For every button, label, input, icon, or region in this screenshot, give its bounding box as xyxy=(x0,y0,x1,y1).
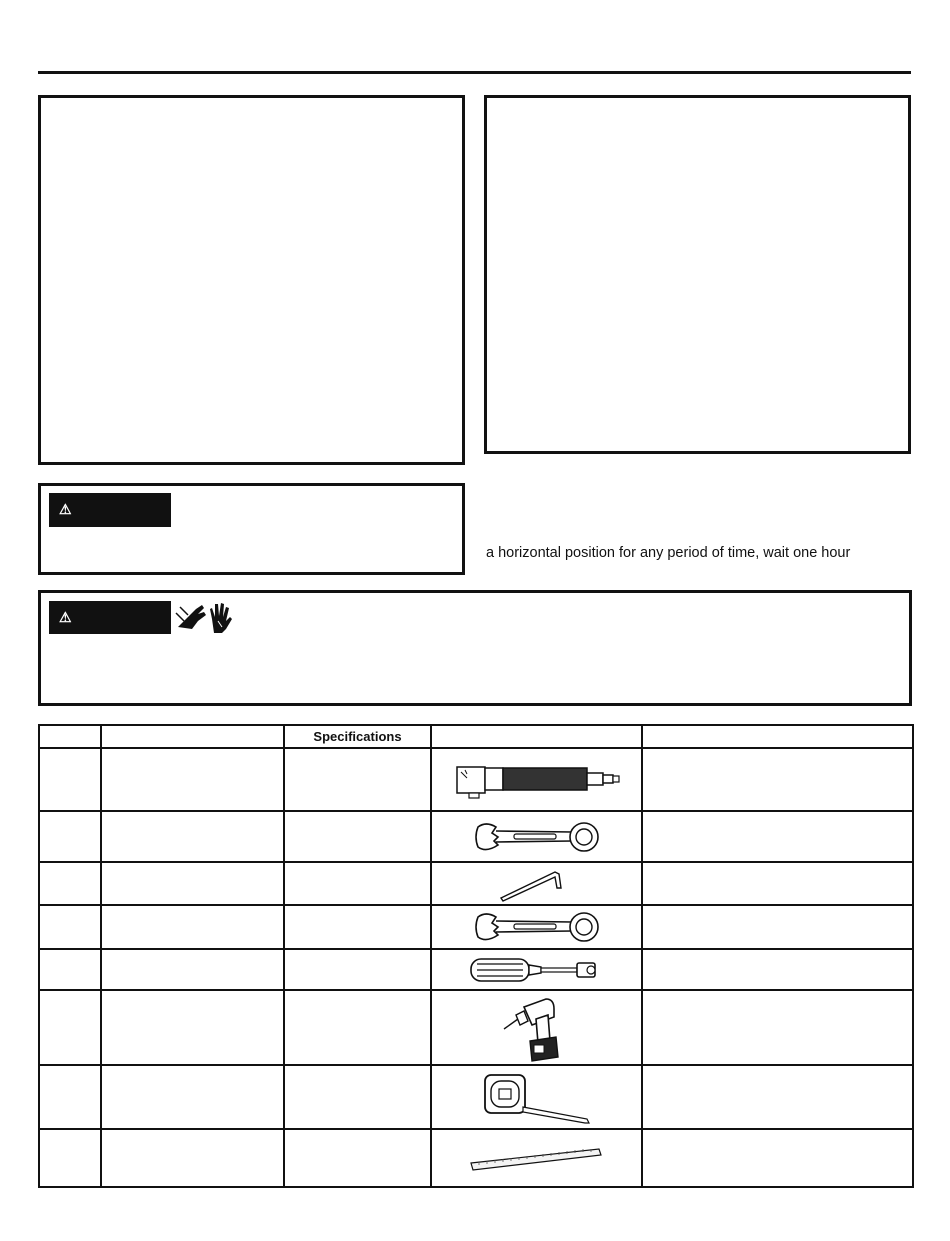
table-header-row xyxy=(39,725,913,748)
table-row xyxy=(39,905,913,949)
cordless-drill-icon xyxy=(502,993,572,1063)
warning-triangle-icon: ⚠ xyxy=(59,609,72,625)
warning-box-1 xyxy=(38,483,465,575)
ruler-icon xyxy=(467,1143,607,1173)
warning-badge xyxy=(49,601,171,634)
header-cell xyxy=(642,725,913,748)
hand-cut-hazard-icon xyxy=(174,599,244,635)
table-row xyxy=(39,862,913,905)
table-row xyxy=(39,990,913,1065)
warning-badge xyxy=(49,493,171,527)
combination-wrench-icon xyxy=(472,819,602,855)
nut-driver-extension-icon xyxy=(447,758,627,802)
combination-wrench-small-icon xyxy=(472,909,602,945)
header-cell-specifications: Specifications xyxy=(284,725,431,748)
installation-note-fragment: a horizontal position for any period of time, wait one hour xyxy=(486,545,851,561)
hex-key-icon xyxy=(497,866,577,902)
nut-driver-icon xyxy=(467,953,607,987)
header-cell xyxy=(431,725,642,748)
table-row xyxy=(39,1129,913,1187)
table-row xyxy=(39,811,913,862)
warning-triangle-icon: ⚠ xyxy=(59,501,72,517)
tools-table xyxy=(38,724,914,1188)
header-cell xyxy=(101,725,284,748)
warning-box-2 xyxy=(38,590,912,706)
info-panel-left xyxy=(38,95,465,465)
header-rule xyxy=(38,71,911,74)
info-panel-right xyxy=(484,95,911,454)
tape-measure-icon xyxy=(477,1067,597,1127)
table-row xyxy=(39,748,913,811)
header-cell xyxy=(39,725,101,748)
table-row xyxy=(39,1065,913,1129)
table-row xyxy=(39,949,913,990)
